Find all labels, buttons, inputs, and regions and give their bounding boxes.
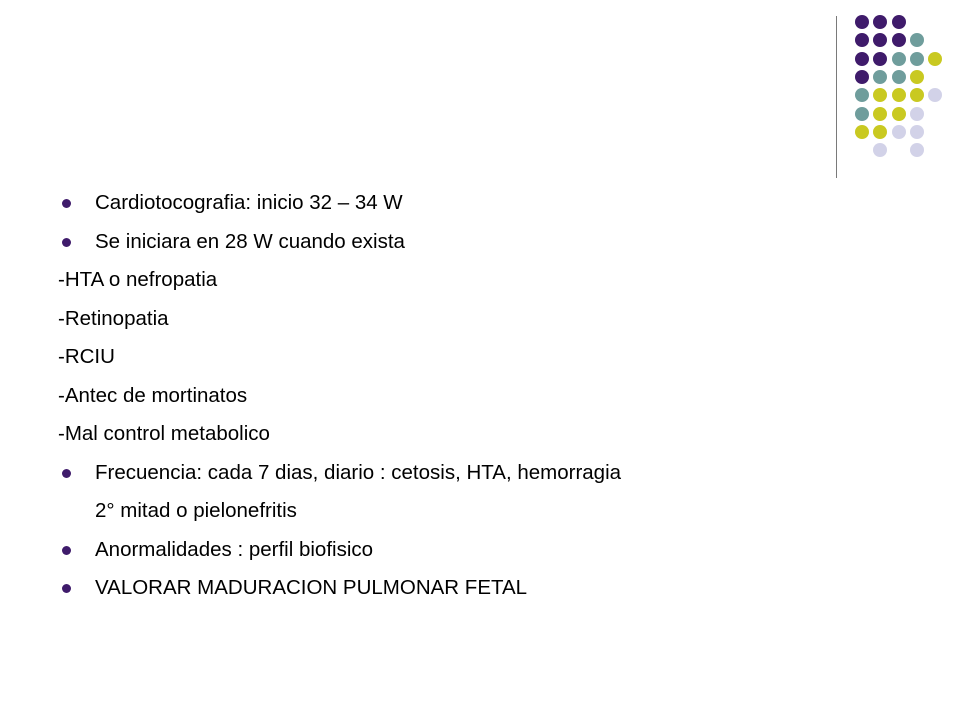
bullet-item: [58, 454, 918, 493]
decor-dot: [855, 107, 869, 121]
decor-dot: [928, 52, 942, 66]
decor-dot: [855, 52, 869, 66]
decor-dot: [892, 125, 906, 139]
decor-dot: [855, 15, 869, 29]
decor-dot: [910, 125, 924, 139]
decor-dot: [873, 107, 887, 121]
decor-dot: [892, 33, 906, 47]
decor-dot: [910, 107, 924, 121]
decor-dot: [910, 33, 924, 47]
bullet-dot-icon: [62, 199, 71, 208]
bullet-dot-icon: [62, 546, 71, 555]
decor-dot: [855, 70, 869, 84]
slide-body: [58, 184, 918, 608]
decor-dot: [873, 70, 887, 84]
decor-dot: [855, 125, 869, 139]
divider-line: [836, 16, 837, 178]
bullet-dot-icon: [62, 238, 71, 247]
line-text: Anormalidades : perfil biofisico: [95, 537, 374, 561]
bullet-dot-icon: [62, 584, 71, 593]
line-text: -RCIU: [58, 345, 115, 368]
bullet-dot-icon: [62, 469, 71, 478]
decor-dot: [873, 88, 887, 102]
decor-dot: [892, 107, 906, 121]
line-text: VALORAR MADURACION PULMONAR FETAL: [95, 576, 528, 599]
line-text: -HTA o nefropatia: [58, 268, 218, 291]
continuation-line: [58, 492, 918, 531]
line-text: 2° mitad o pielonefritis: [95, 499, 297, 522]
line-text: Se iniciara en 28 W cuando exista: [95, 229, 405, 253]
decor-dot: [873, 125, 887, 139]
decor-dot: [855, 88, 869, 102]
decor-dot: [892, 15, 906, 29]
decor-dot: [873, 143, 887, 157]
decor-dot: [873, 15, 887, 29]
line-text: -Retinopatia: [58, 306, 169, 330]
decor-dot: [892, 88, 906, 102]
bullet-item: [58, 223, 918, 262]
bullet-item: [58, 184, 918, 223]
decor-dot: [873, 33, 887, 47]
decor-dot: [892, 70, 906, 84]
decor-dot: [928, 88, 942, 102]
decor-dot: [873, 52, 887, 66]
line-text: -Antec de mortinatos: [58, 383, 248, 407]
line-text: -Mal control metabolico: [58, 422, 270, 445]
plain-line: [58, 338, 918, 377]
decor-dot: [892, 52, 906, 66]
decor-dot: [910, 70, 924, 84]
plain-line: [58, 300, 918, 339]
decor-dot: [855, 33, 869, 47]
bullet-item: [58, 569, 918, 608]
line-text: Cardiotocografia: inicio 32 – 34 W: [95, 191, 403, 214]
decor-dot: [910, 88, 924, 102]
plain-line: [58, 377, 918, 416]
bullet-item: [58, 531, 918, 570]
line-text: Frecuencia: cada 7 dias, diario : cetosis, HTA, hemorragia: [95, 460, 622, 484]
plain-line: [58, 415, 918, 454]
decor-dot: [910, 52, 924, 66]
decor-dot: [910, 143, 924, 157]
plain-line: [58, 261, 918, 300]
